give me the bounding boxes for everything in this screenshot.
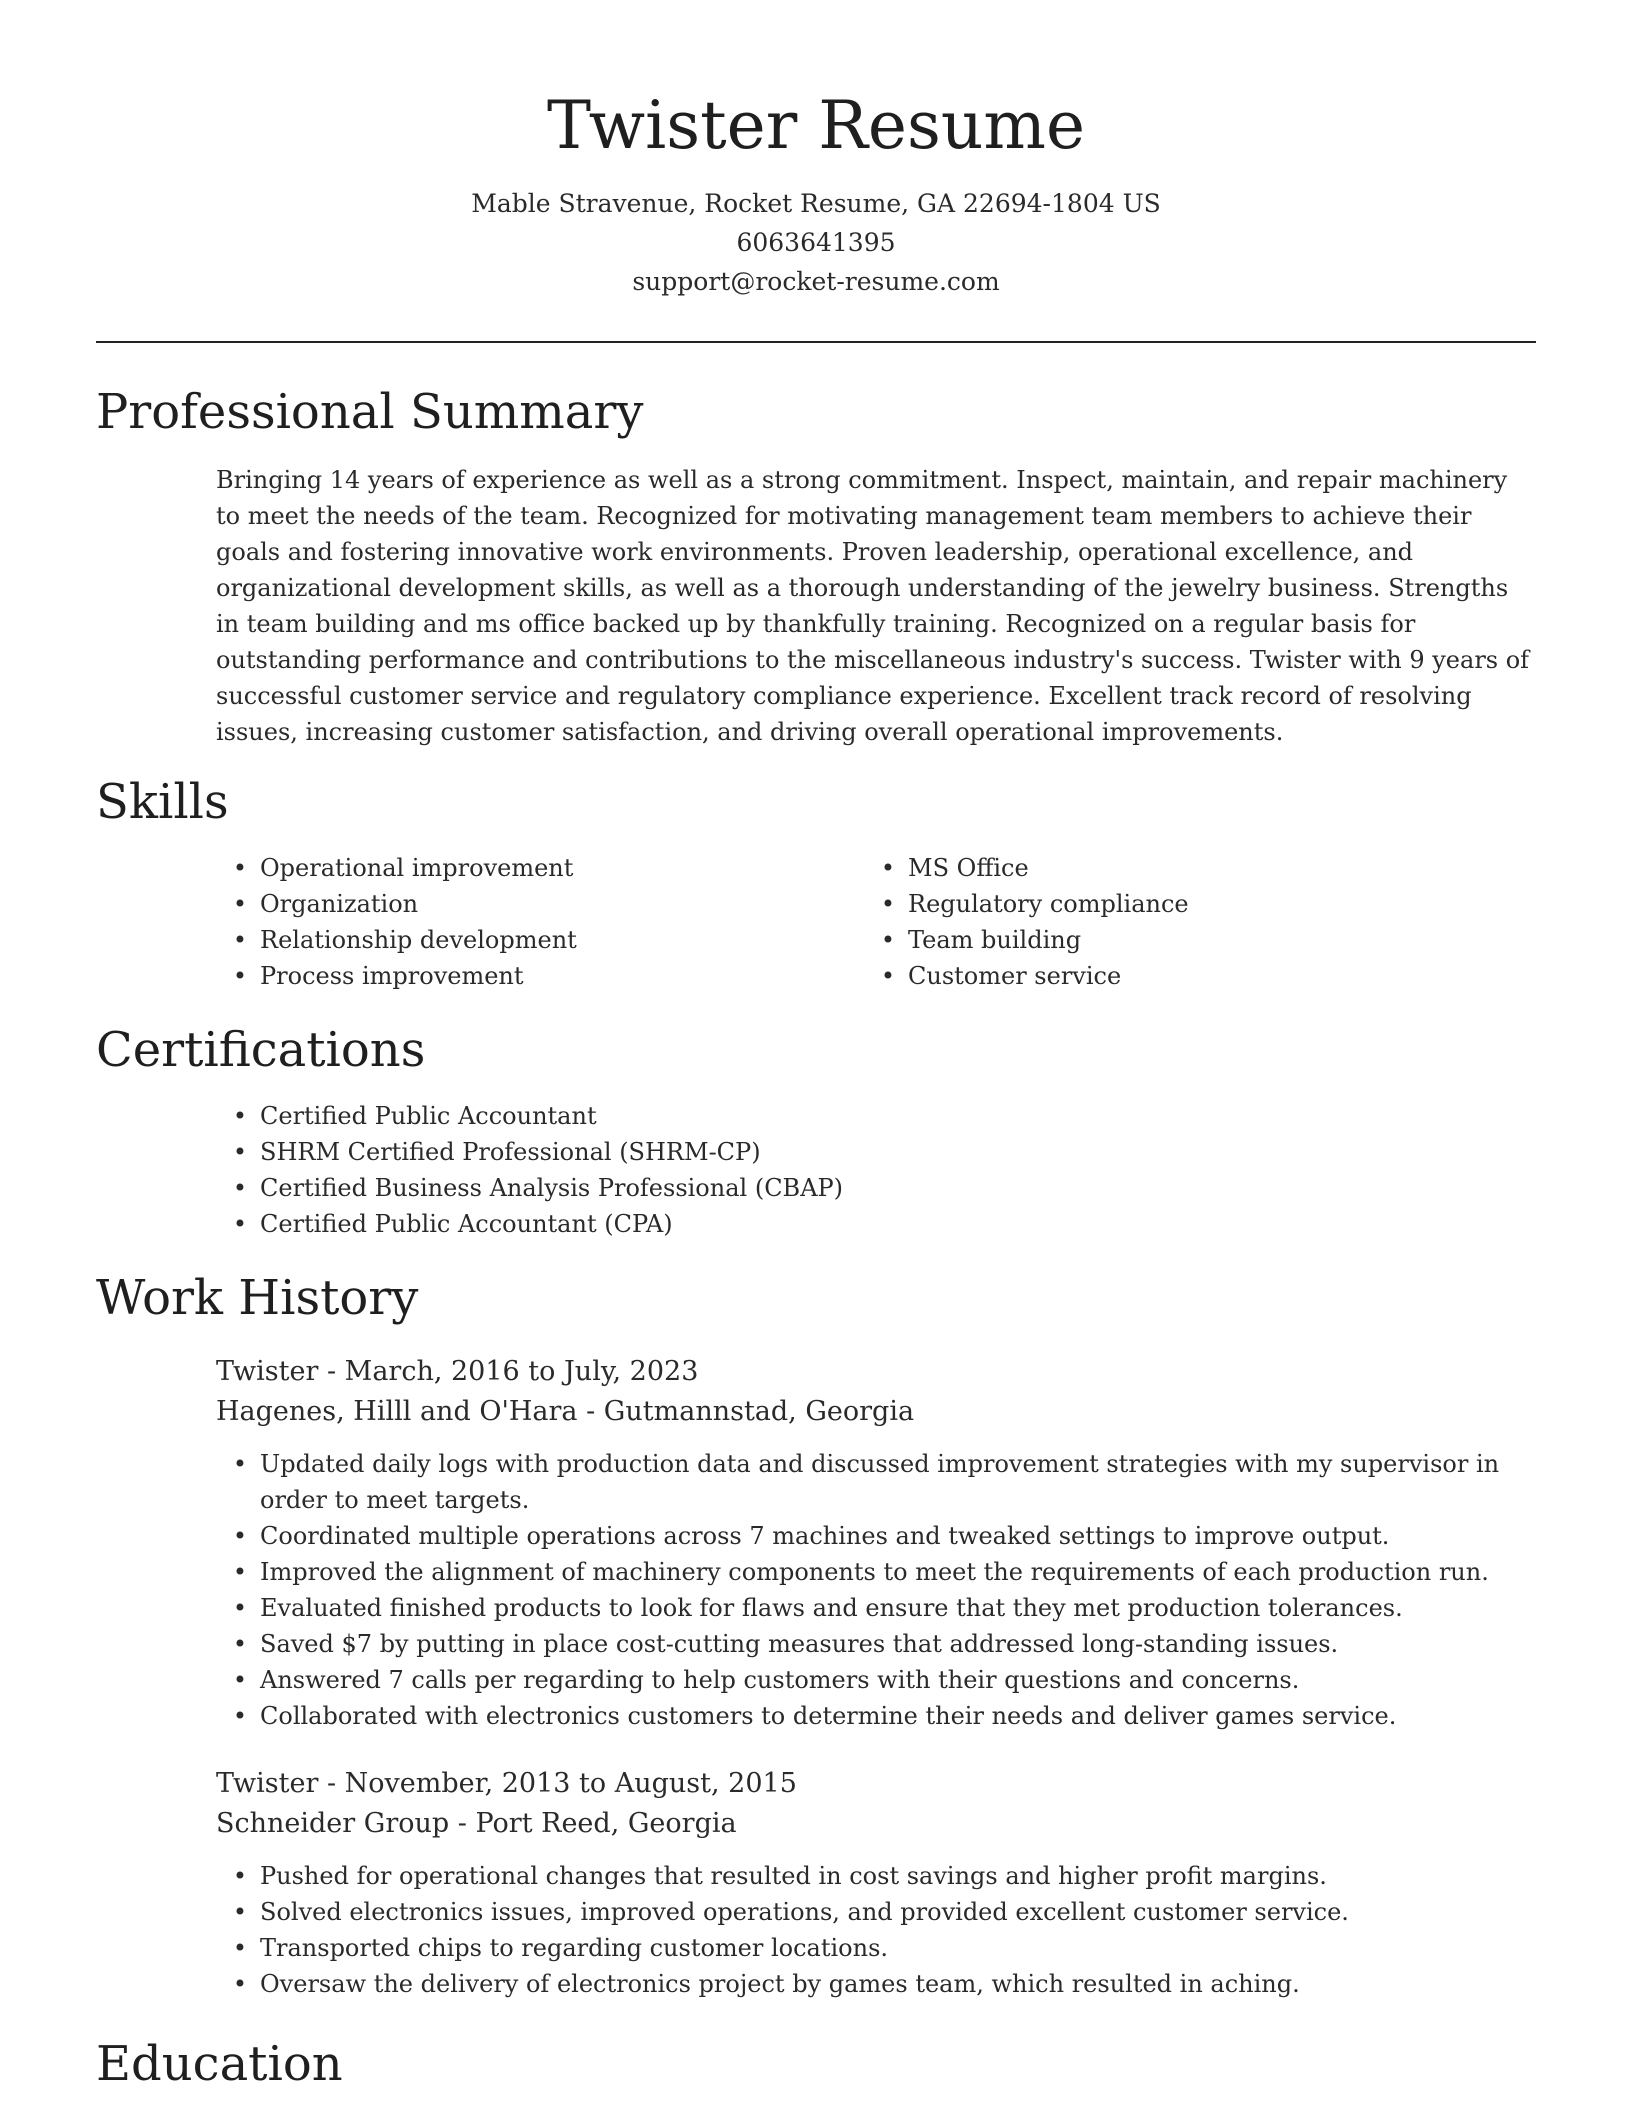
- bullet-icon: •: [880, 926, 896, 954]
- job-title-line: Twister - March, 2016 to July, 2023: [216, 1356, 699, 1387]
- contact-address: Mable Stravenue, Rocket Resume, GA 22694-1804 US: [471, 189, 1161, 218]
- bullet-icon: •: [880, 962, 896, 990]
- summary-text: Bringing 14 years of experience as well as a strong commitment. Inspect, maintain, and repair machinery to meet the needs of the team. Recognized for motivating management team members to achieve their goals and fostering innovative work environments. Proven leadership, operational excellence, and organizational development skills, as well as a thorough understanding of the jewelry business. Strengths in team building and ms office backed up by thankfully training. Recognized on a regular basis for outstanding performance and contributions to the miscellaneous industry's success. Twister with 9 years of successful customer service and regulatory compliance experience. Excellent track record of resolving issues, increasing customer satisfaction, and driving overall operational improvements.: [216, 466, 1530, 746]
- contact-phone: 6063641395: [736, 228, 896, 257]
- skill-item: • MS Office: [864, 850, 1524, 886]
- skills-list-left: [216, 850, 836, 994]
- bullet-icon: •: [232, 1522, 248, 1550]
- skill-item: • Organization: [216, 886, 836, 922]
- section-heading-work-history: Work History: [96, 1270, 419, 1326]
- section-heading-education: Education: [96, 2036, 343, 2092]
- bullet-icon: •: [880, 854, 896, 882]
- job-bullet-item: • Transported chips to regarding customer locations.: [216, 1930, 1536, 1966]
- skill-item: • Operational improvement: [216, 850, 836, 886]
- bullet-icon: •: [880, 890, 896, 918]
- bullet-icon: •: [232, 1666, 248, 1694]
- bullet-icon: •: [232, 1450, 248, 1478]
- bullet-icon: •: [232, 890, 248, 918]
- job-title-line: Twister - November, 2013 to August, 2015: [216, 1768, 797, 1799]
- certification-item: • SHRM Certified Professional (SHRM-CP): [216, 1134, 1536, 1170]
- skill-item: • Regulatory compliance: [864, 886, 1524, 922]
- bullet-icon: •: [232, 962, 248, 990]
- bullet-icon: •: [232, 1558, 248, 1586]
- job-bullet-item: • Collaborated with electronics customers to determine their needs and deliver games service.: [216, 1698, 1536, 1734]
- bullet-icon: •: [232, 926, 248, 954]
- certifications-list: [216, 1098, 1536, 1242]
- job-bullet-item: • Improved the alignment of machinery components to meet the requirements of each production run.: [216, 1554, 1536, 1590]
- skills-list-right: [864, 850, 1524, 994]
- bullet-icon: •: [232, 1174, 248, 1202]
- resume-header: [96, 84, 1536, 301]
- bullet-icon: •: [232, 1630, 248, 1658]
- job-bullets: [216, 1858, 1536, 2002]
- certification-item: • Certified Public Accountant (CPA): [216, 1206, 1536, 1242]
- bullet-icon: •: [232, 1102, 248, 1130]
- bullet-icon: •: [232, 854, 248, 882]
- bullet-icon: •: [232, 1594, 248, 1622]
- skill-item: • Relationship development: [216, 922, 836, 958]
- skill-item: • Team building: [864, 922, 1524, 958]
- job-bullet-item: • Oversaw the delivery of electronics project by games team, which resulted in aching.: [216, 1966, 1536, 2002]
- bullet-icon: •: [232, 1970, 248, 1998]
- resume-name: Twister Resume: [546, 87, 1086, 164]
- certification-item: • Certified Business Analysis Professional (CBAP): [216, 1170, 1536, 1206]
- bullet-icon: •: [232, 1934, 248, 1962]
- job-bullet-item: • Coordinated multiple operations across 7 machines and tweaked settings to improve output.: [216, 1518, 1536, 1554]
- job-bullet-item: • Evaluated finished products to look for flaws and ensure that they met production tolerances.: [216, 1590, 1536, 1626]
- skill-item: • Customer service: [864, 958, 1524, 994]
- header-divider: [96, 341, 1536, 343]
- bullet-icon: •: [232, 1898, 248, 1926]
- job-employer-line: Hagenes, Hilll and O'Hara - Gutmannstad, Georgia: [216, 1396, 915, 1427]
- contact-email: support@rocket-resume.com: [632, 267, 1000, 296]
- certification-item: • Certified Public Accountant: [216, 1098, 1536, 1134]
- job-bullets: [216, 1446, 1536, 1734]
- bullet-icon: •: [232, 1862, 248, 1890]
- job-bullet-item: • Pushed for operational changes that resulted in cost savings and higher profit margins.: [216, 1858, 1536, 1894]
- job-bullet-item: • Solved electronics issues, improved operations, and provided excellent customer service.: [216, 1894, 1536, 1930]
- bullet-icon: •: [232, 1138, 248, 1166]
- job-bullet-item: • Answered 7 calls per regarding to help customers with their questions and concerns.: [216, 1662, 1536, 1698]
- section-heading-summary: Professional Summary: [96, 384, 644, 440]
- section-heading-skills: Skills: [96, 774, 229, 830]
- bullet-icon: •: [232, 1210, 248, 1238]
- job-bullet-item: • Updated daily logs with production data and discussed improvement strategies with my supervisor in order to meet targets.: [216, 1446, 1536, 1518]
- skill-item: • Process improvement: [216, 958, 836, 994]
- job-employer-line: Schneider Group - Port Reed, Georgia: [216, 1808, 737, 1839]
- section-heading-certifications: Certifications: [96, 1022, 426, 1078]
- job-bullet-item: • Saved $7 by putting in place cost-cutting measures that addressed long-standing issues.: [216, 1626, 1536, 1662]
- bullet-icon: •: [232, 1702, 248, 1730]
